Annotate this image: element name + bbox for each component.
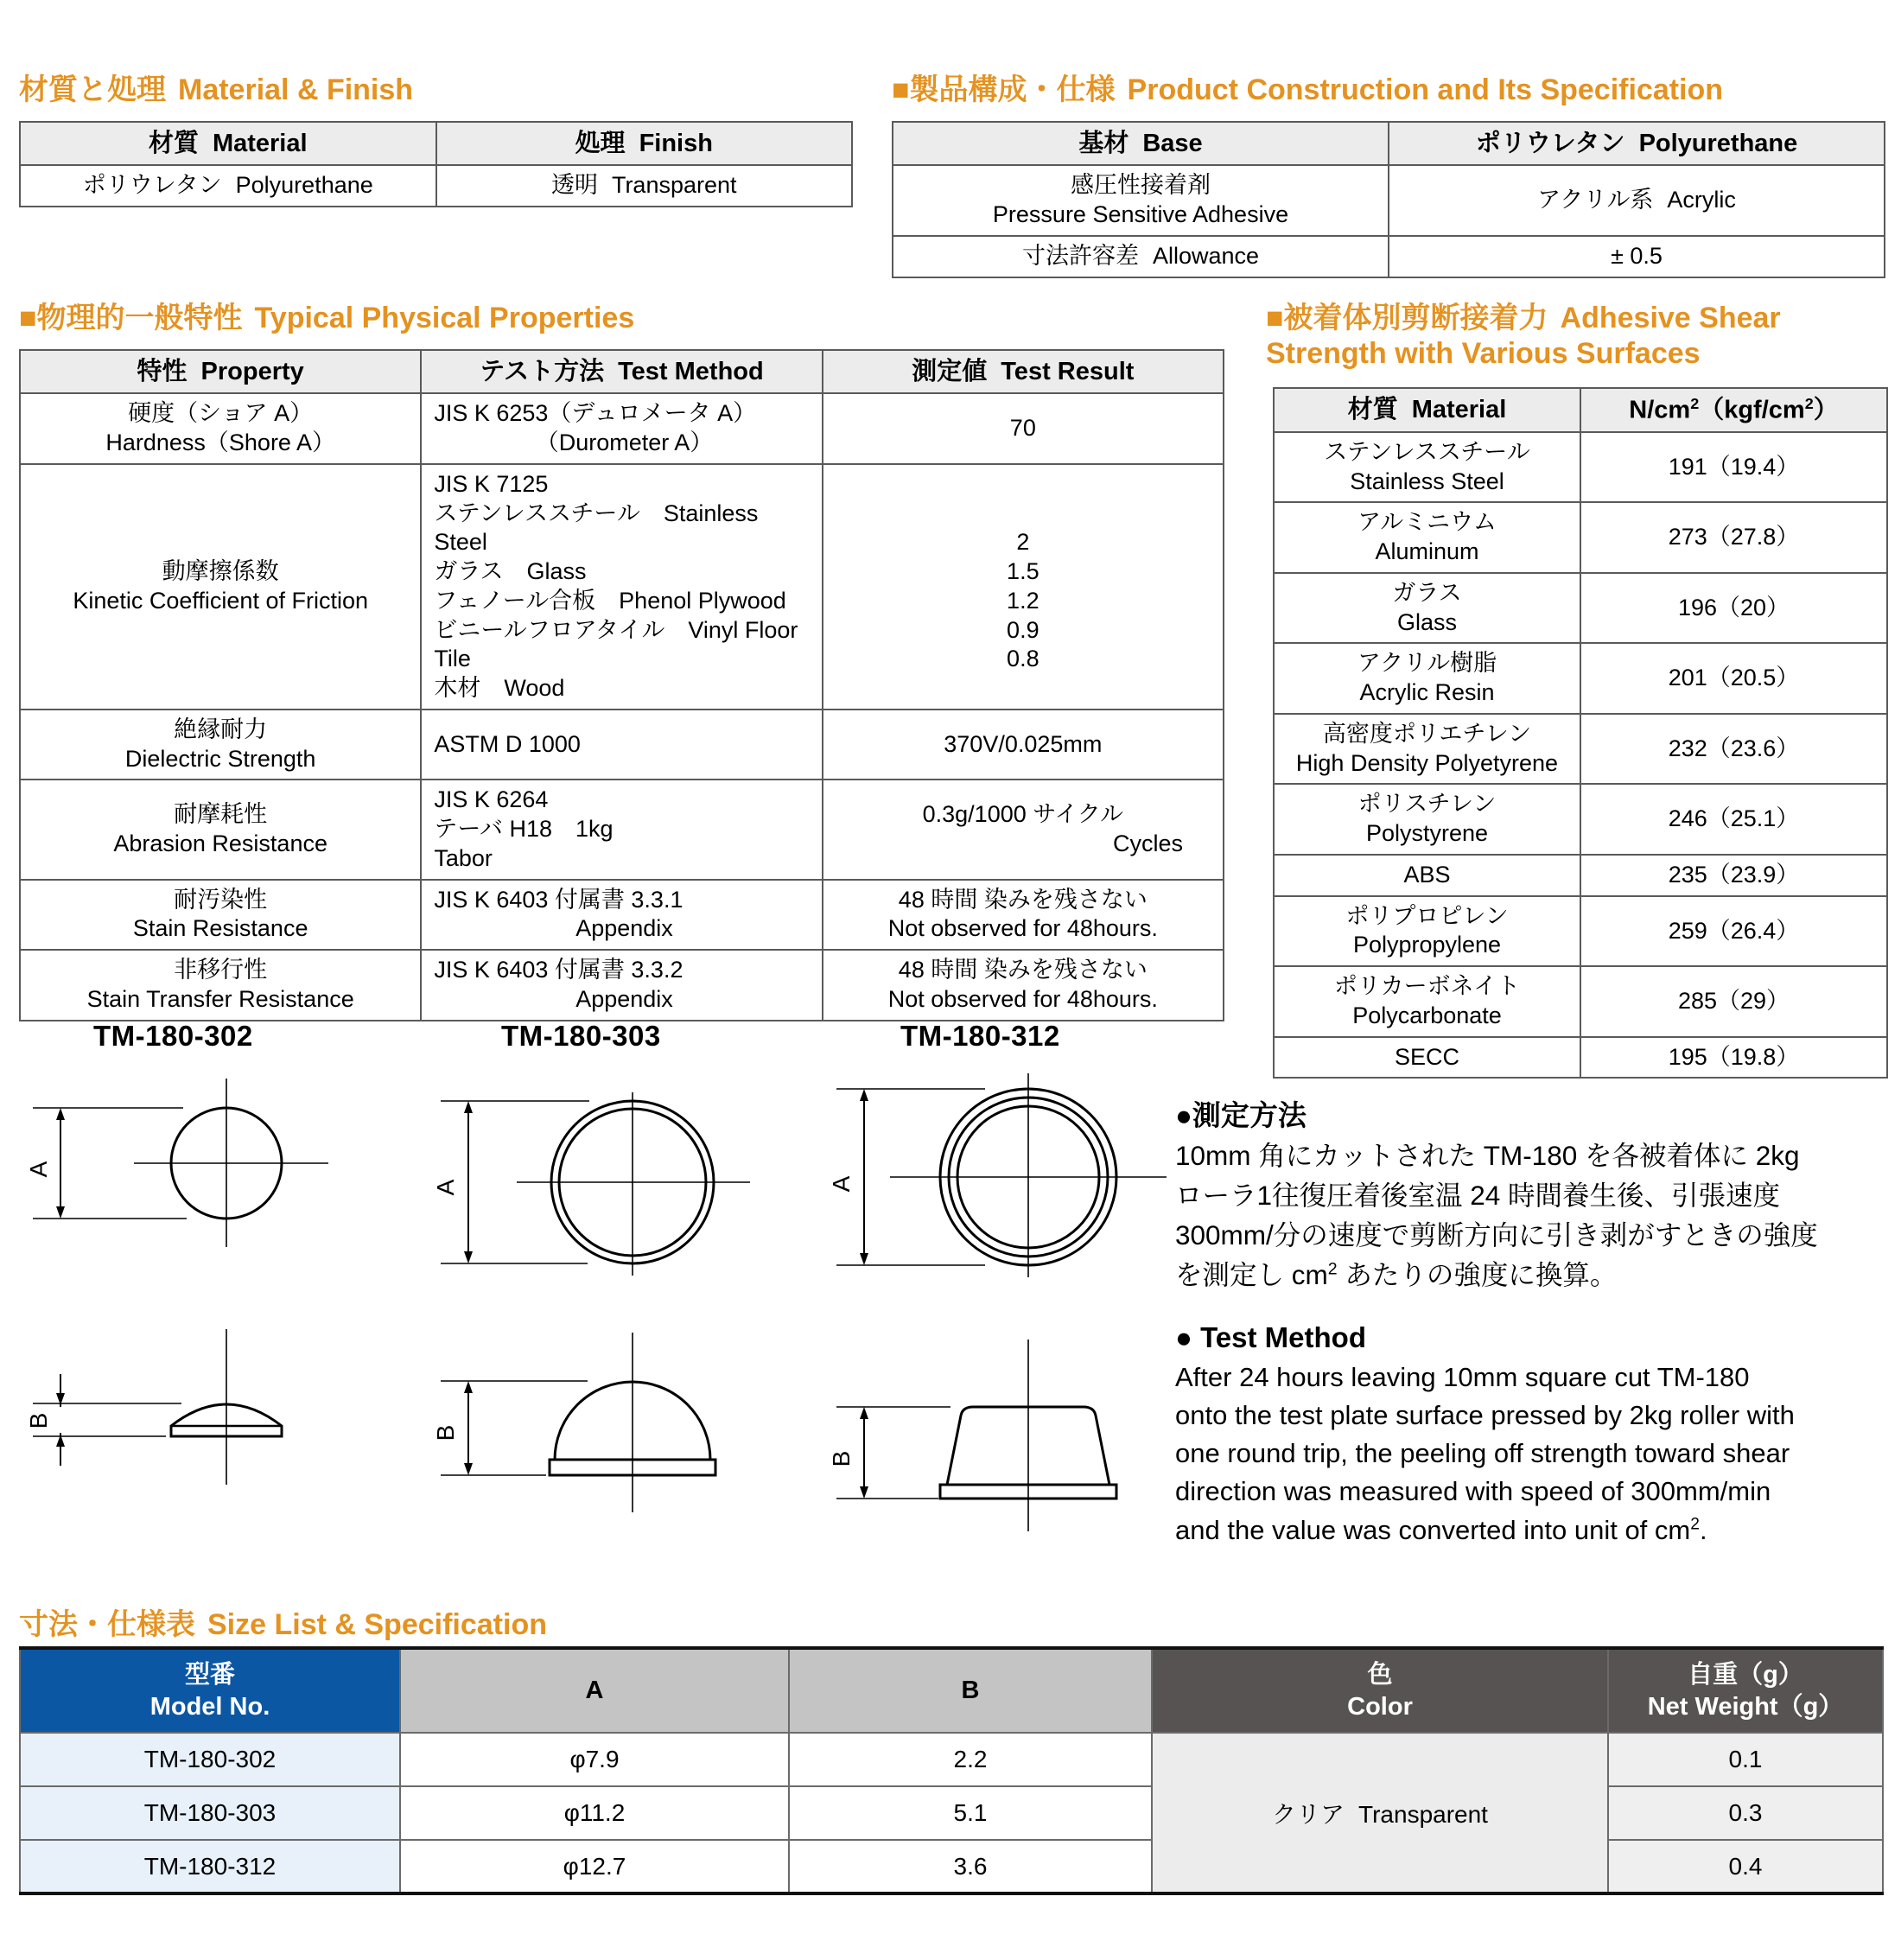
cell-test-result: 370V/0.025mm [823, 710, 1224, 780]
cell-net-weight: 0.4 [1608, 1840, 1883, 1893]
drawing-303 [423, 1060, 821, 1554]
cell-test-method: JIS K 6253（デュロメータ A） （Durometer A） [421, 393, 822, 464]
col-dim-b: B [789, 1648, 1152, 1733]
cell-adhesive-label: 感圧性接着剤 Pressure Sensitive Adhesive [893, 165, 1389, 236]
dim-label-b: B [432, 1424, 459, 1441]
test-method-body-en-line5: and the value was converted into unit of $cm^2$. [1175, 1514, 1707, 1545]
dim-label-b: B [25, 1412, 52, 1429]
drawing-312 [821, 1054, 1218, 1556]
table-row [1274, 1037, 1887, 1079]
product-construction-heading-en: Product Construction and Its Specification [1127, 73, 1724, 106]
dim-label-a: A [432, 1179, 459, 1196]
table-row [893, 236, 1885, 277]
table-row [20, 780, 1224, 879]
material-finish-heading-en: Material & Finish [178, 73, 414, 106]
cell-model: TM-180-303 [20, 1786, 400, 1840]
size-list-heading-jp: 寸法・仕様表 [19, 1608, 195, 1641]
cell-allowance-label: 寸法許容差 Allowance [893, 236, 1389, 277]
material-finish-heading-jp: 材質と処理 [19, 73, 166, 106]
col-property: 特性 Property [20, 350, 421, 393]
physical-properties-table [19, 349, 1224, 1021]
col-polyurethane: ポリウレタン Polyurethane [1389, 122, 1885, 165]
cell-value: 259（26.4） [1580, 896, 1887, 967]
col-base: 基材 Base [893, 122, 1389, 165]
col-test-result: 測定値 Test Result [823, 350, 1224, 393]
cell-value: 273（27.8） [1580, 502, 1887, 573]
cell-dim-b: 3.6 [789, 1840, 1152, 1893]
cell-property: 動摩擦係数 Kinetic Coefficient of Friction [20, 464, 421, 710]
product-construction-heading [892, 73, 1723, 108]
product-construction-heading-jp: ■製品構成・仕様 [892, 73, 1116, 106]
cell-adhesive-value: アクリル系 Acrylic [1389, 165, 1885, 236]
dim-label-a: A [828, 1175, 855, 1193]
col-material: 材質 Material [1274, 388, 1580, 432]
drawing-title-303: TM-180-303 [501, 1020, 661, 1052]
size-list-heading [19, 1607, 547, 1643]
cell-test-result: 0.3g/1000 サイクル Cycles [823, 780, 1224, 879]
cell-property: 非移行性 Stain Transfer Resistance [20, 950, 421, 1021]
table-header-row [20, 122, 852, 165]
adhesive-shear-heading-en: Adhesive Shear Strength with Various Surfaces [1266, 302, 1781, 371]
cell-net-weight: 0.3 [1608, 1786, 1883, 1840]
table-row [20, 165, 852, 207]
cell-value: 285（29） [1580, 966, 1887, 1037]
cell-test-method: JIS K 6403 付属書 3.3.1 Appendix [421, 880, 822, 951]
cell-material: ABS [1274, 855, 1580, 896]
measuring-method-body-jp: 10mm 角にカットされた TM-180 を各被着体に 2kg ローラ1往復圧着後室温 24 時間養生後、引張速度 300mm/分の速度で剪断方向に引き剥がすときの強度 を測定し $cm^2$ あたりの強度に換算。 [1175, 1136, 1892, 1295]
cell-value: 196（20） [1580, 573, 1887, 644]
table-row [20, 710, 1224, 780]
cell-test-result: 48 時間 染みを残さない Not observed for 48hours. [823, 880, 1224, 951]
drawing-title-302: TM-180-302 [93, 1020, 253, 1052]
table-row [893, 165, 1885, 236]
table-row [20, 950, 1224, 1021]
cell-model: TM-180-302 [20, 1733, 400, 1786]
measuring-method-title-jp: ●測定方法 [1175, 1099, 1307, 1131]
cell-material: アルミニウム Aluminum [1274, 502, 1580, 573]
material-finish-table-wrap [19, 121, 853, 207]
cell-test-method: JIS K 6264 テーバ H18 1kg Tabor [421, 780, 822, 879]
cell-test-result: 48 時間 染みを残さない Not observed for 48hours. [823, 950, 1224, 1021]
table-header-row [1274, 388, 1887, 432]
cell-value: 195（19.8） [1580, 1037, 1887, 1079]
cell-material: ポリカーボネイト Polycarbonate [1274, 966, 1580, 1037]
cell-material-value: ポリウレタン Polyurethane [20, 165, 436, 207]
cell-dim-a: φ7.9 [400, 1733, 789, 1786]
col-dim-a: A [400, 1648, 789, 1733]
adhesive-shear-heading-jp: ■被着体別剪断接着力 [1266, 302, 1548, 334]
cell-value: 201（20.5） [1580, 643, 1887, 714]
table-row [1274, 502, 1887, 573]
col-color: 色 Color [1152, 1648, 1608, 1733]
adhesive-shear-heading [1266, 301, 1888, 372]
table-header-row [20, 350, 1224, 393]
table-row [1274, 855, 1887, 896]
table-row [1274, 966, 1887, 1037]
col-model-no: 型番 Model No. [20, 1648, 400, 1733]
test-method-body-en: After 24 hours leaving 10mm square cut TM-180 onto the test plate surface pressed by 2kg roller with one round trip, the peeling off strength toward shear direction was measured with speed of 300mm/min and the value was converted into unit of $cm^2$. [1175, 1359, 1892, 1549]
cell-test-method: JIS K 6403 付属書 3.3.2 Appendix [421, 950, 822, 1021]
cell-value: 232（23.6） [1580, 714, 1887, 785]
cell-material: 高密度ポリエチレン High Density Polyetyrene [1274, 714, 1580, 785]
cell-dim-a: φ12.7 [400, 1840, 789, 1893]
cell-value: 246（25.1） [1580, 784, 1887, 855]
table-row [1274, 784, 1887, 855]
cell-property: 耐摩耗性 Abrasion Resistance [20, 780, 421, 879]
table-row [1274, 896, 1887, 967]
product-construction-table-wrap [892, 121, 1885, 278]
cell-net-weight: 0.1 [1608, 1733, 1883, 1786]
product-construction-table [892, 121, 1885, 278]
size-list-table-wrap [19, 1646, 1884, 1895]
drawing-title-312: TM-180-312 [900, 1020, 1060, 1052]
cell-dim-a: φ11.2 [400, 1786, 789, 1840]
table-row [1274, 643, 1887, 714]
cell-finish-value: 透明 Transparent [436, 165, 853, 207]
cell-material: ガラス Glass [1274, 573, 1580, 644]
material-finish-heading [19, 73, 413, 108]
cell-dim-b: 5.1 [789, 1786, 1152, 1840]
physical-properties-heading-jp: ■物理的一般特性 [19, 302, 243, 334]
adhesive-shear-table [1273, 387, 1888, 1079]
col-finish: 処理 Finish [436, 122, 853, 165]
cell-allowance-value: ± 0.5 [1389, 236, 1885, 277]
cell-dim-b: 2.2 [789, 1733, 1152, 1786]
dim-label-a: A [25, 1161, 52, 1178]
table-row [1274, 432, 1887, 503]
table-header-row [893, 122, 1885, 165]
cell-test-result: 70 [823, 393, 1224, 464]
size-list-heading-en: Size List & Specification [207, 1608, 547, 1641]
cell-test-result: 2 1.5 1.2 0.9 0.8 [823, 464, 1224, 710]
cell-material: ポリプロピレン Polypropylene [1274, 896, 1580, 967]
cell-value: 235（23.9） [1580, 855, 1887, 896]
physical-properties-heading [19, 301, 634, 336]
cell-test-method: ASTM D 1000 [421, 710, 822, 780]
cell-value: 191（19.4） [1580, 432, 1887, 503]
table-row [20, 1733, 1883, 1786]
cell-property: 耐汚染性 Stain Resistance [20, 880, 421, 951]
cell-material: SECC [1274, 1037, 1580, 1079]
physical-properties-heading-en: Typical Physical Properties [254, 302, 635, 334]
col-test-method: テスト方法 Test Method [421, 350, 822, 393]
cell-material: ステンレススチール Stainless Steel [1274, 432, 1580, 503]
col-unit: $N/cm^2(kgf/cm^2)$ [1580, 388, 1887, 432]
drawing-302 [17, 1070, 423, 1554]
table-row [1274, 573, 1887, 644]
size-list-table [19, 1646, 1884, 1895]
table-row [20, 464, 1224, 710]
method-text-area [1175, 1098, 1892, 1550]
cell-material: ポリスチレン Polystyrene [1274, 784, 1580, 855]
table-row [20, 880, 1224, 951]
table-header-row [20, 1648, 1883, 1733]
cell-material: アクリル樹脂 Acrylic Resin [1274, 643, 1580, 714]
col-net-weight: 自重（g） Net Weight（g） [1608, 1648, 1883, 1733]
technical-drawings [0, 1020, 1210, 1564]
dim-label-b: B [828, 1450, 855, 1467]
test-method-title-en: ● Test Method [1175, 1321, 1366, 1354]
table-row [20, 393, 1224, 464]
cell-property: 絶縁耐力 Dielectric Strength [20, 710, 421, 780]
col-material: 材質 Material [20, 122, 436, 165]
physical-properties-table-wrap [19, 349, 1224, 1021]
cell-property: 硬度（ショア A） Hardness（Shore A） [20, 393, 421, 464]
material-finish-table [19, 121, 853, 207]
measuring-method-body-jp-line4: を測定し $cm^2$ あたりの強度に換算。 [1175, 1259, 1618, 1291]
cell-test-method: JIS K 7125 ステンレススチール Stainless Steel ガラス Glass フェノール合板 Phenol Plywood ビニールフロアタイル Vinyl Floor Tile 木材 Wood [421, 464, 822, 710]
table-row [1274, 714, 1887, 785]
adhesive-shear-table-wrap [1273, 387, 1888, 1079]
cell-model: TM-180-312 [20, 1840, 400, 1893]
cell-color: クリア Transparent [1152, 1733, 1608, 1893]
